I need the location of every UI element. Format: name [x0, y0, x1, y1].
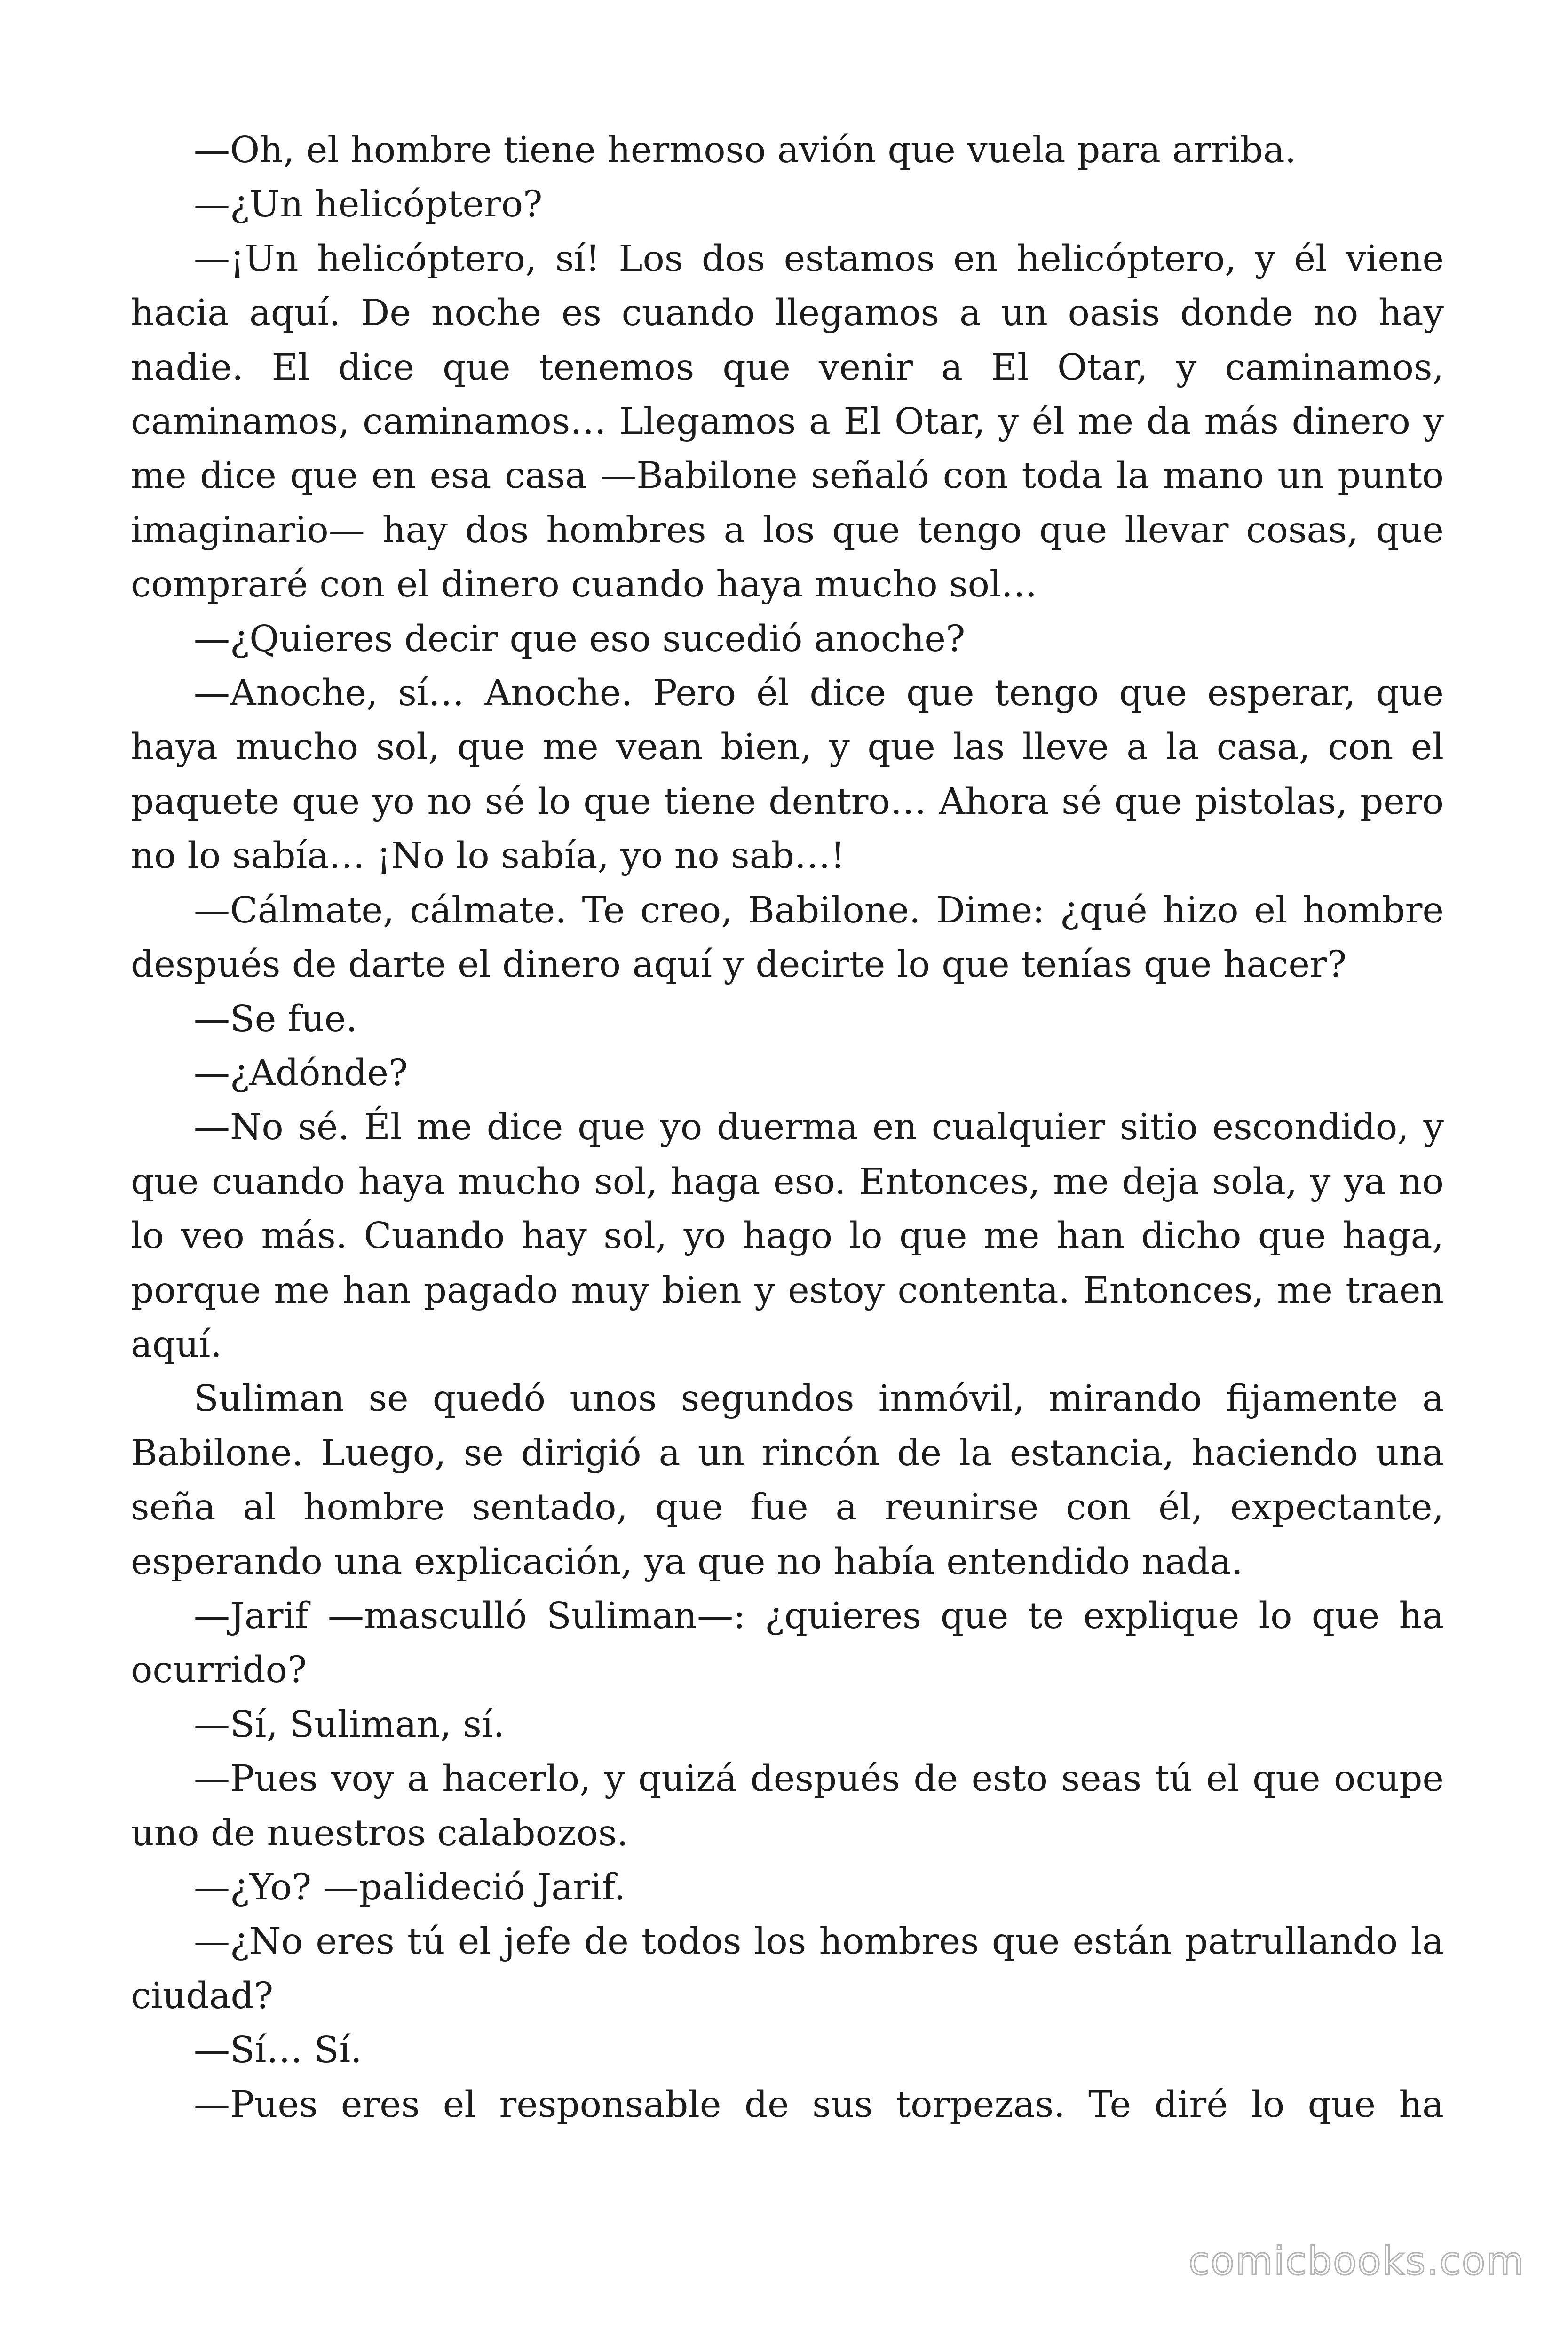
paragraph: —Pues voy a hacerlo, y quizá después de esto seas tú el que ocupe uno de nuestros calabozos.: [131, 1758, 1444, 1854]
paragraph: —Cálmate, cálmate. Te creo, Babilone. Dime: ¿qué hizo el hombre después de darte el dinero aquí y decirte lo que tenías que hacer?: [131, 889, 1444, 986]
paragraph: —No sé. Él me dice que yo duerma en cualquier sitio escondido, y que cuando haya mucho sol, haga eso. Entonces, me deja sola, y ya no lo veo más. Cuando hay sol, yo hago lo que me han dicho que haga, porque me han pagado muy bien y estoy contenta. Entonces, me traen aquí.: [131, 1106, 1444, 1366]
paragraph: —¿Yo? —palideció Jarif.: [194, 1867, 626, 1908]
paragraph: —¿No eres tú el jefe de todos los hombres que están patrullando la ciudad?: [131, 1921, 1444, 2017]
paragraph: Suliman se quedó unos segundos inmóvil, mirando fijamente a Babilone. Luego, se dirigió a un rincón de la estancia, haciendo una seña al hombre sentado, que fue a reunirse con él, expectante, esperando una explicación, ya que no había entendido nada.: [131, 1378, 1444, 1583]
paragraph: —Oh, el hombre tiene hermoso avión que vuela para arriba.: [194, 129, 1297, 171]
watermark: comicbooks.com: [1188, 2239, 1525, 2284]
paragraph: —Pues eres el responsable de sus torpezas. Te diré lo que ha: [194, 2083, 1444, 2126]
paragraph: —¡Un helicóptero, sí! Los dos estamos en helicóptero, y él viene hacia aquí. De noche es cuando llegamos a un oasis donde no hay nadie. El dice que tenemos que venir a El Otar, y caminamos, caminamos, caminamos… Llegamos a El Otar, y él me da más dinero y me dice que en esa casa —Babilone señaló con toda la mano un punto imaginario— hay dos hombres a los que tengo que llevar cosas, que compraré con el dinero cuando haya mucho sol…: [131, 238, 1444, 606]
paragraph: —Sí, Suliman, sí.: [194, 1703, 505, 1746]
paragraph: —¿Un helicóptero?: [194, 183, 543, 226]
paragraph: —Anoche, sí… Anoche. Pero él dice que tengo que esperar, que haya mucho sol, que me vean bien, y que las lleve a la casa, con el paquete que yo no sé lo que tiene dentro… Ahora sé que pistolas, pero no lo sabía… ¡No lo sabía, yo no sab…!: [131, 672, 1444, 877]
paragraph: —¿Quieres decir que eso sucedió anoche?: [194, 618, 966, 660]
paragraph: —¿Adónde?: [194, 1052, 408, 1094]
paragraph: —Jarif —masculló Suliman—: ¿quieres que te explique lo que ha ocurrido?: [131, 1595, 1444, 1692]
paragraph: —Se fue.: [194, 998, 357, 1040]
paragraph: —Sí… Sí.: [194, 2029, 362, 2072]
body-text: [131, 123, 1444, 2132]
